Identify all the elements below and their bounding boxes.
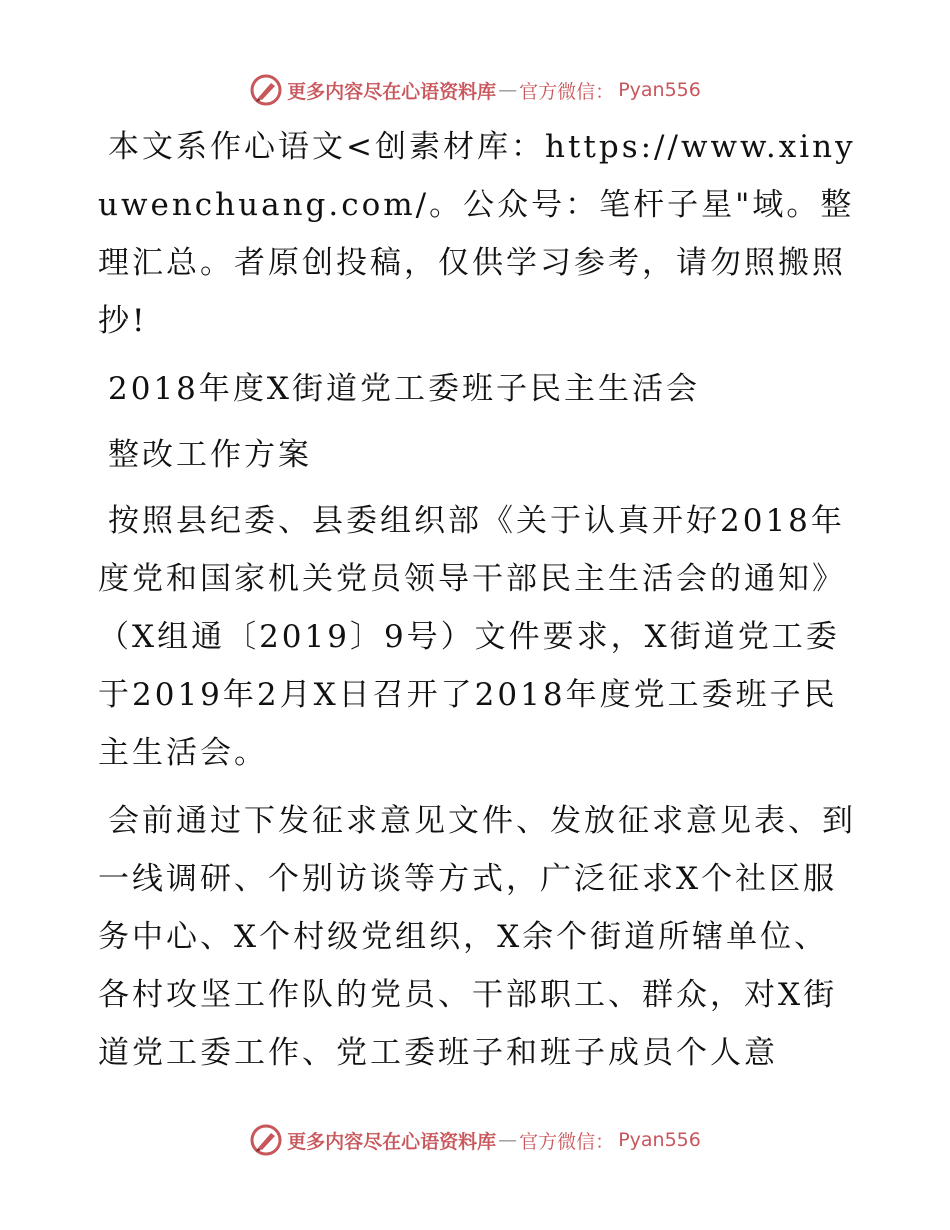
banner-wechat-id: Pyan556	[618, 1129, 701, 1151]
pen-logo-icon	[249, 73, 283, 107]
document-body	[98, 118, 858, 1092]
banner-wechat-label: 官方微信：	[519, 1130, 615, 1153]
pen-logo-icon	[249, 1123, 283, 1157]
body-paragraph: 会前通过下发征求意见文件、发放征求意见表、到一线调研、个别访谈等方式，广泛征求X个社区服务中心、X个村级党组织，X余个街道所辖单位、各村攻坚工作队的党员、干部职工、群众，对X街道党工委工作、党工委班子和班子成员个人意	[98, 803, 856, 1071]
header-watermark-banner	[0, 70, 950, 110]
banner-text: 更多内容尽在心语资料库	[287, 1130, 497, 1153]
banner-text: 更多内容尽在心语资料库	[287, 80, 497, 103]
banner-wechat-label: 官方微信：	[519, 80, 615, 103]
banner-separator: —	[498, 1129, 518, 1151]
source-notice-paragraph: 本文系作心语文<创素材库：https://www.xinyuwenchuang.com/。公众号：笔杆子星"域。整理汇总。者原创投稿，仅供学习参考，请勿照搬照抄!	[98, 129, 856, 339]
body-paragraph: 按照县纪委、县委组织部《关于认真开好2018年度党和国家机关党员领导干部民主生活会的通知》（X组通〔2019〕9号）文件要求，X街道党工委于2019年2月X日召开了2018年度党工委班子民主生活会。	[98, 503, 846, 771]
banner-separator: —	[498, 79, 518, 101]
document-title-line-1: 2018年度X街道党工委班子民主生活会	[108, 371, 700, 407]
footer-watermark-banner	[0, 1120, 950, 1160]
banner-wechat-id: Pyan556	[618, 79, 701, 101]
document-title-line-2: 整改工作方案	[108, 437, 312, 473]
